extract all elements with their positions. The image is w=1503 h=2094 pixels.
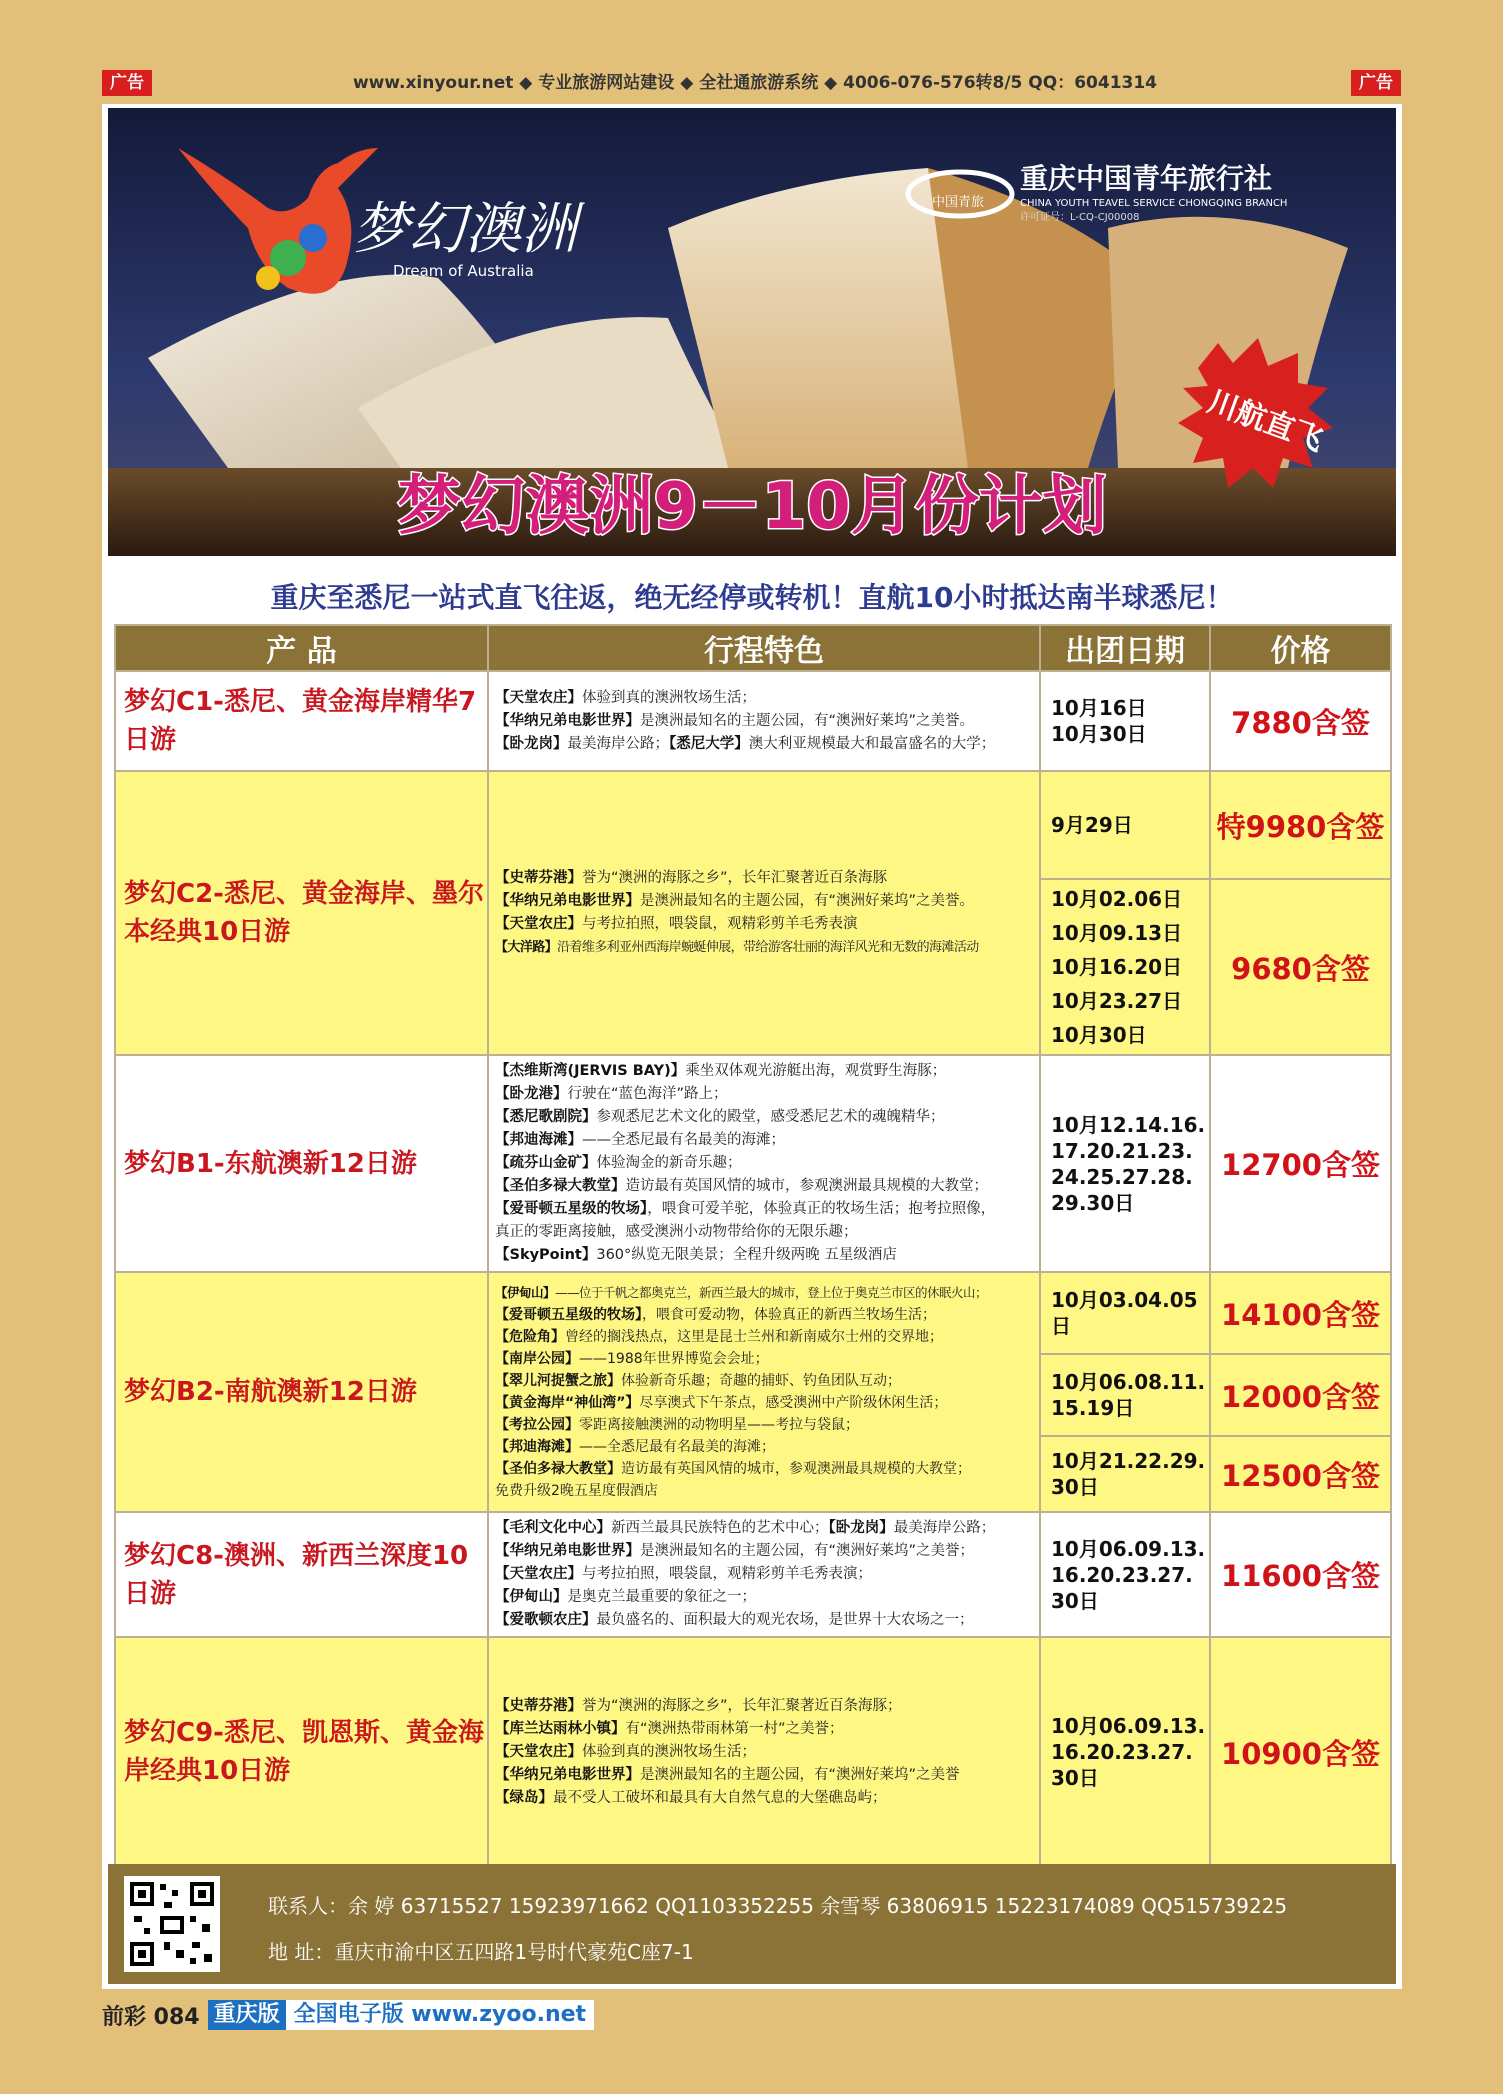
product-name-c9: 梦幻C9-悉尼、凯恩斯、黄金海岸经典10日游 xyxy=(115,1637,488,1867)
product-name-b2: 梦幻B2-南航澳新12日游 xyxy=(115,1272,488,1512)
price-c1: 7880含签 xyxy=(1210,671,1391,771)
contact-bar xyxy=(108,1864,1396,1984)
dates-b2-a: 10月03.04.05日 xyxy=(1040,1272,1210,1354)
col-header-dates: 出团日期 xyxy=(1040,625,1210,671)
national-edition: 全国电子版 www.zyoo.net xyxy=(286,2000,594,2030)
feature-line: 【绿岛】最不受人工破坏和最具有大自然气息的大堡礁岛屿； xyxy=(495,1789,887,1806)
brand-logo-en: Dream of Australia xyxy=(393,262,534,280)
dates-c9: 10月06.09.13. 16.20.23.27. 30日 xyxy=(1040,1637,1210,1867)
dates-c8: 10月06.09.13. 16.20.23.27. 30日 xyxy=(1040,1512,1210,1637)
agency-name-en: CHINA YOUTH TEAVEL SERVICE CHONGQING BRANCH xyxy=(1020,198,1288,209)
dates-c1: 10月16日 10月30日 xyxy=(1040,671,1210,771)
product-name-c8: 梦幻C8-澳洲、新西兰深度10日游 xyxy=(115,1512,488,1637)
feature-line: 【杰维斯湾(JERVIS BAY)】乘坐双体观光游艇出海，观赏野生海豚； xyxy=(495,1063,947,1079)
price-c8: 11600含签 xyxy=(1210,1512,1391,1637)
ad-label-right: 广告 xyxy=(1351,70,1401,96)
feature-line: 【天堂农庄】与考拉拍照，喂袋鼠，观精彩剪羊毛秀表演 xyxy=(495,916,858,932)
ad-panel xyxy=(102,104,1402,1989)
price-b2-a: 14100含签 xyxy=(1210,1272,1391,1354)
table-header-row xyxy=(115,625,1391,671)
feature-line: 免费升级2晚五星度假酒店 xyxy=(495,1483,658,1499)
table-row-b1 xyxy=(115,1055,1391,1272)
price-b2-c: 12500含签 xyxy=(1210,1436,1391,1512)
col-header-features: 行程特色 xyxy=(488,625,1040,671)
contact-address: 地 址：重庆市渝中区五四路1号时代豪苑C座7-1 xyxy=(268,1940,694,1964)
dates-b1: 10月12.14.16. 17.20.21.23. 24.25.27.28. 29.30日 xyxy=(1040,1055,1210,1272)
feature-line: 【卧龙港】行驶在“蓝色海洋”路上； xyxy=(495,1086,728,1102)
footer-url-link[interactable]: www.zyoo.net xyxy=(411,2002,587,2027)
subtitle-bar xyxy=(108,556,1396,634)
price-b2-b: 12000含签 xyxy=(1210,1354,1391,1436)
opera-house-photo xyxy=(108,108,1396,556)
feature-line: 【圣伯多禄大教堂】造访最有英国风情的城市，参观澳洲最具规模的大教堂； xyxy=(495,1178,988,1194)
price-b1: 12700含签 xyxy=(1210,1055,1391,1272)
top-info-line: www.xinyour.net ◆ 专业旅游网站建设 ◆ 全社通旅游系统 ◆ 4006-076-576转8/5 QQ：6041314 xyxy=(352,73,1158,93)
feature-line: 【大洋路】沿着维多利亚州西海岸蜿蜒伸展，带给游客壮丽的海洋风光和无数的海滩活动 xyxy=(495,940,979,955)
table-row-c2-a xyxy=(115,771,1391,879)
feature-line: 【天堂农庄】体验到真的澳洲牧场生活； xyxy=(495,689,756,706)
product-name-c2: 梦幻C2-悉尼、黄金海岸、墨尔本经典10日游 xyxy=(115,771,488,1055)
feature-line: 【华纳兄弟电影世界】是澳洲最知名的主题公园，有“澳洲好莱坞”之美誉。 xyxy=(495,893,975,909)
features-b2 xyxy=(488,1272,1040,1512)
features-c1 xyxy=(488,671,1040,771)
feature-line: 【库兰达雨林小镇】有“澳洲热带雨林第一村”之美誉； xyxy=(495,1720,844,1737)
qr-code-icon xyxy=(124,1876,220,1972)
product-name-c1: 梦幻C1-悉尼、黄金海岸精华7日游 xyxy=(115,671,488,771)
price-c2-b: 9680含签 xyxy=(1210,879,1391,1055)
agency-license: 许可证号：L-CQ-CJ00008 xyxy=(1020,212,1140,223)
product-name-b1: 梦幻B1-东航澳新12日游 xyxy=(115,1055,488,1272)
feature-line: 【天堂农庄】与考拉拍照，喂袋鼠，观精彩剪羊毛秀表演； xyxy=(495,1566,872,1582)
feature-line: 【圣伯多禄大教堂】造访最有英国风情的城市，参观澳洲最具规模的大教堂； xyxy=(495,1461,971,1477)
feature-line: 【爱哥顿五星级的牧场】，喂食可爱动物，体验真正的新西兰牧场生活； xyxy=(495,1307,936,1323)
agency-name: 重庆中国青年旅行社 xyxy=(1020,162,1273,195)
col-header-product: 产 品 xyxy=(115,625,488,671)
feature-line: 【天堂农庄】体验到真的澳洲牧场生活； xyxy=(495,1743,756,1760)
cyts-emblem-text: 中国青旅 xyxy=(932,195,985,210)
features-c2 xyxy=(488,771,1040,1055)
feature-line: 【爱哥顿五星级的牧场】，喂食可爱羊驼，体验真正的牧场生活；抱考拉照像， xyxy=(495,1201,996,1217)
features-b1 xyxy=(488,1055,1040,1272)
price-c9: 10900含签 xyxy=(1210,1637,1391,1867)
features-c8 xyxy=(488,1512,1040,1637)
feature-line: 【悉尼歌剧院】参观悉尼艺术文化的殿堂，感受悉尼艺术的魂魄精华； xyxy=(495,1109,945,1125)
table-row-b2-a xyxy=(115,1272,1391,1354)
dates-c2-b: 10月02.06日 10月09.13日 10月16.20日 10月23.27日 10月30日 xyxy=(1040,879,1210,1055)
col-header-price: 价格 xyxy=(1210,625,1391,671)
starburst-text: 川航直飞 xyxy=(1202,384,1328,459)
table-row-c8 xyxy=(115,1512,1391,1637)
feature-line: 【史蒂芬港】誉为“澳洲的海豚之乡”，长年汇聚著近百条海豚； xyxy=(495,1697,902,1714)
feature-line: 【卧龙岗】最美海岸公路；【悉尼大学】澳大利亚规模最大和最富盛名的大学； xyxy=(495,735,996,752)
itinerary-table xyxy=(114,624,1392,1868)
edition-badge: 重庆版 xyxy=(208,2000,286,2030)
ad-label-left: 广告 xyxy=(102,70,152,96)
brand-logo-cn: 梦幻澳洲 xyxy=(353,197,577,262)
feature-line: 【SkyPoint】360°纵览无限美景；全程升级两晚 五星级酒店 xyxy=(495,1247,897,1263)
feature-line: 【邦迪海滩】——全悉尼最有名最美的海滩； xyxy=(495,1132,785,1148)
page-number: 前彩 084 xyxy=(102,2004,200,2030)
hero-banner xyxy=(108,108,1396,556)
headline: 梦幻澳洲9－10月份计划 xyxy=(397,470,1107,544)
dates-b2-b: 10月06.08.11. 15.19日 xyxy=(1040,1354,1210,1436)
feature-line: 【南岸公园】——1988年世界博览会会址； xyxy=(495,1351,769,1367)
dates-c2-a: 9月29日 xyxy=(1040,771,1210,879)
feature-line: 【翠儿河捉蟹之旅】体验新奇乐趣；奇趣的捕虾、钓鱼团队互动； xyxy=(495,1373,901,1389)
feature-line: 【伊甸山】是奥克兰最重要的象征之一； xyxy=(495,1589,756,1605)
feature-line: 【史蒂芬港】誉为“澳洲的海豚之乡”，长年汇聚著近百条海豚 xyxy=(495,870,888,886)
feature-line: 【黄金海岸“神仙湾”】尽享澳式下午茶点，感受澳洲中产阶级休闲生活； xyxy=(495,1395,948,1411)
feature-line: 【邦迪海滩】——全悉尼最有名最美的海滩； xyxy=(495,1439,775,1455)
feature-line: 【毛利文化中心】新西兰最具民族特色的艺术中心；【卧龙岗】最美海岸公路； xyxy=(495,1520,996,1536)
table-row-c1 xyxy=(115,671,1391,771)
feature-line: 【疏芬山金矿】体验淘金的新奇乐趣； xyxy=(495,1155,742,1171)
feature-line: 【危险角】曾经的搁浅热点，这里是昆士兰州和新南威尔士州的交界地； xyxy=(495,1329,943,1345)
dates-b2-c: 10月21.22.29. 30日 xyxy=(1040,1436,1210,1512)
feature-line: 【华纳兄弟电影世界】是澳洲最知名的主题公园，有“澳洲好莱坞”之美誉； xyxy=(495,1543,975,1559)
feature-line: 【伊甸山】——位于千帆之都奥克兰，新西兰最大的城市，登上位于奥克兰市区的休眠火山； xyxy=(495,1285,988,1300)
feature-line: 【爱歌顿农庄】最负盛名的、面积最大的观光农场，是世界十大农场之一； xyxy=(495,1612,974,1628)
feature-line: 真正的零距离接触，感受澳洲小动物带给你的无限乐趣； xyxy=(495,1224,858,1240)
features-c9 xyxy=(488,1637,1040,1867)
table-row-c9 xyxy=(115,1637,1391,1867)
feature-line: 【华纳兄弟电影世界】是澳洲最知名的主题公园，有“澳洲好莱坞”之美誉 xyxy=(495,1766,960,1783)
subtitle-text: 重庆至悉尼一站式直飞往返，绝无经停或转机！直航10小时抵达南半球悉尼！ xyxy=(270,581,1234,614)
contact-persons: 联系人：余 婷 63715527 15923971662 QQ1103352255 余雪琴 63806915 15223174089 QQ515739225 xyxy=(268,1894,1288,1918)
feature-line: 【考拉公园】零距离接触澳洲的动物明星——考拉与袋鼠； xyxy=(495,1417,859,1433)
price-c2-a: 特9980含签 xyxy=(1210,771,1391,879)
feature-line: 【华纳兄弟电影世界】是澳洲最知名的主题公园，有“澳洲好莱坞”之美誉。 xyxy=(495,712,975,729)
page-footer xyxy=(102,2000,594,2030)
